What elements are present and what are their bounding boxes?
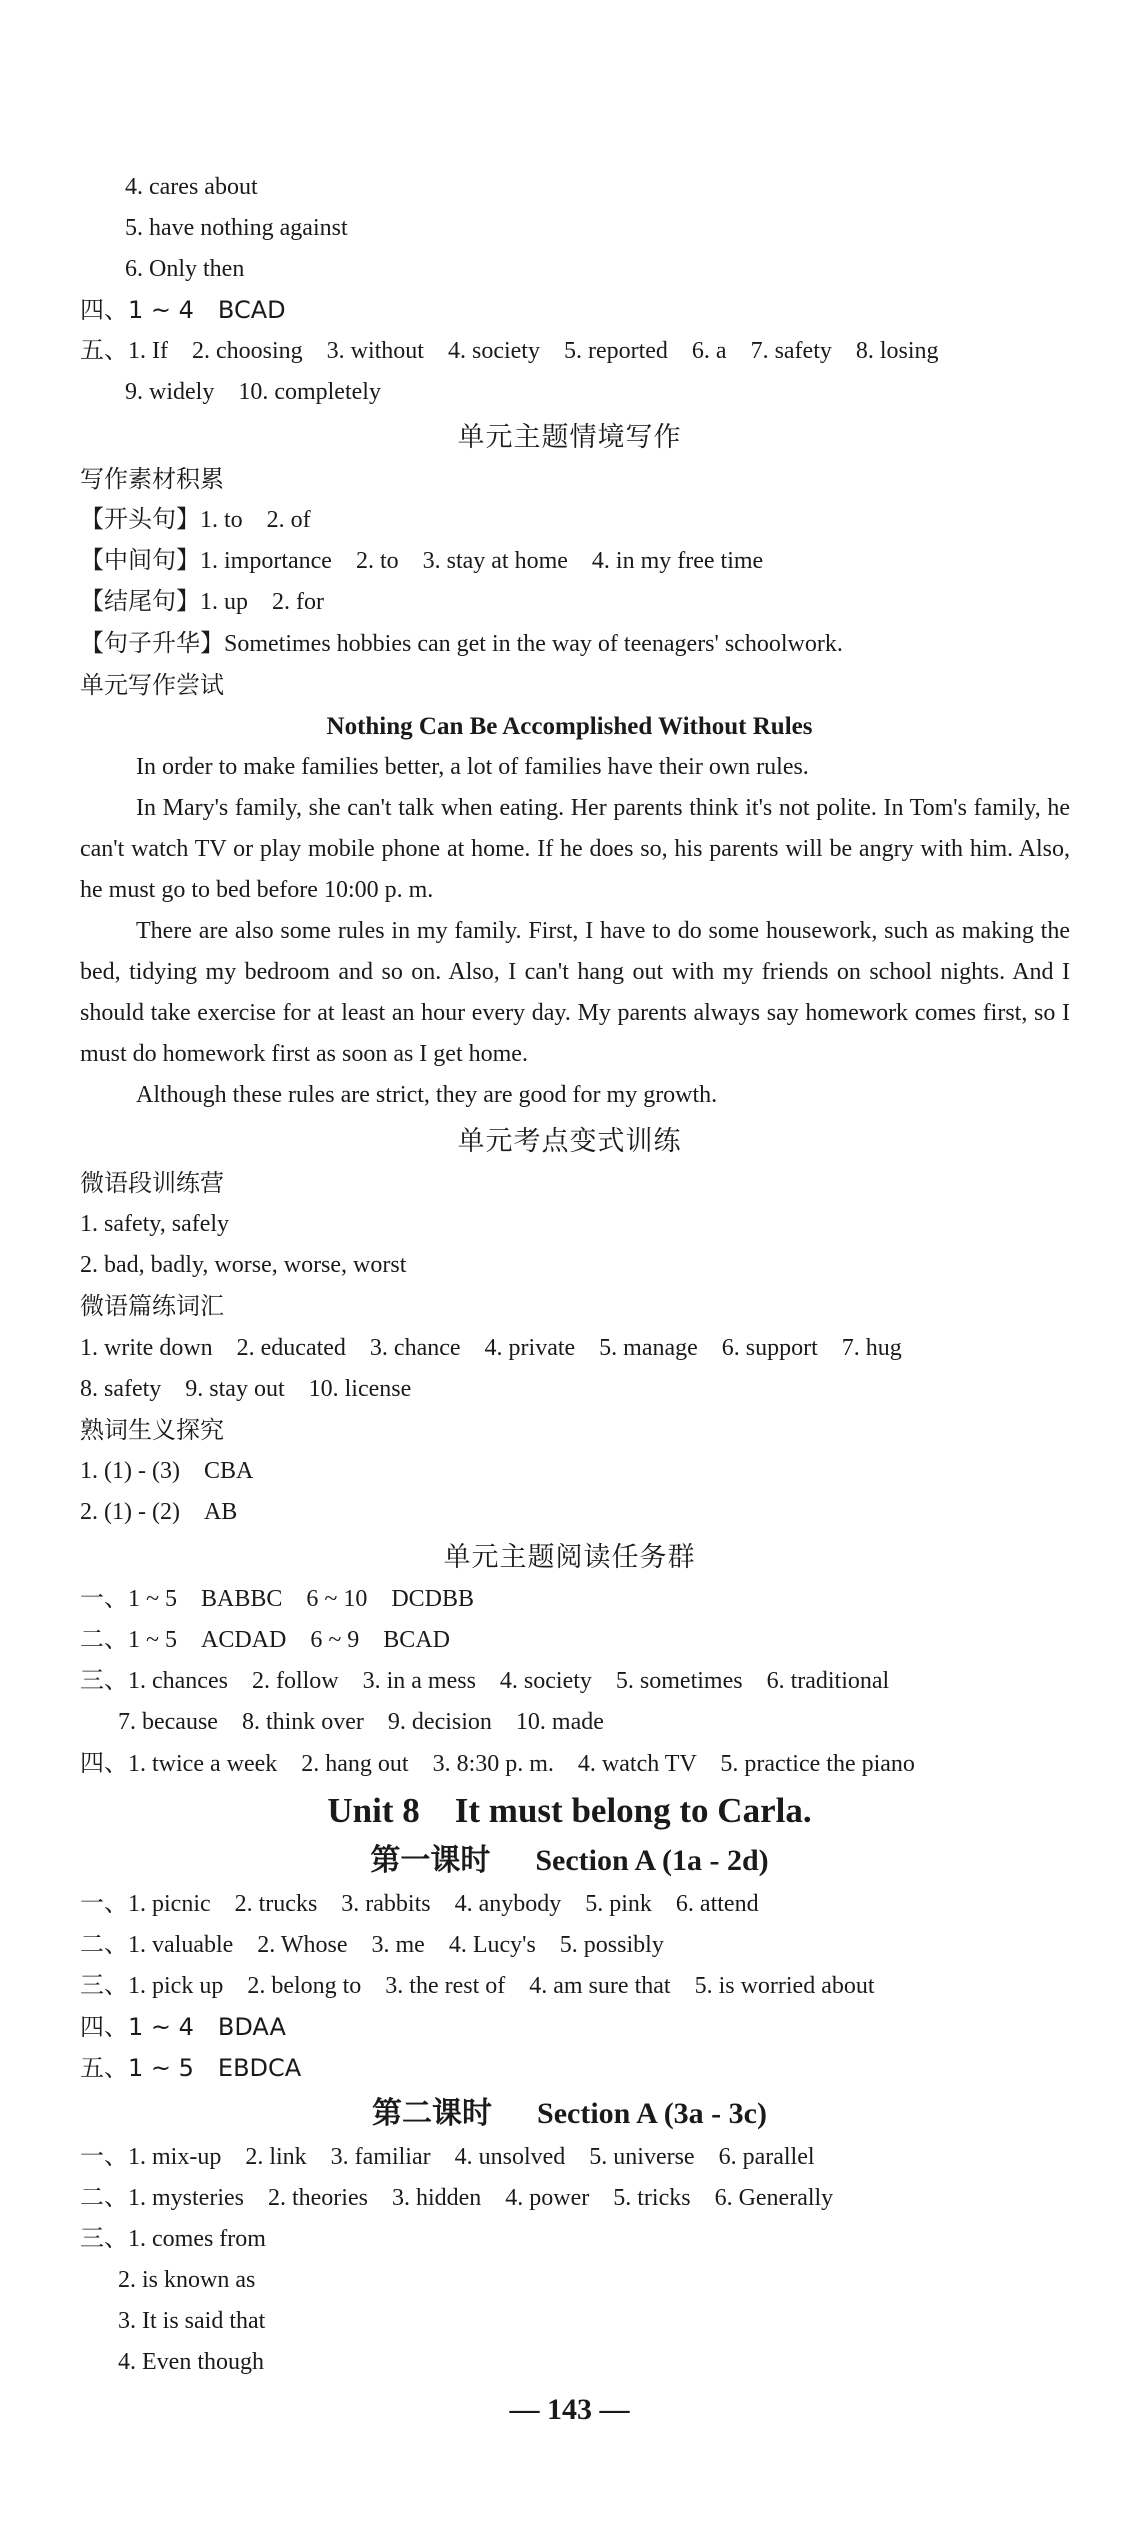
page-number: — 143 —: [509, 2393, 630, 2426]
answer-line: 一、1. mix-up 2. link 3. familiar 4. unsolved 5. universe 6. parallel: [80, 2144, 815, 2170]
lesson-heading: [0, 2093, 1139, 2135]
answer-line: 二、1. valuable 2. Whose 3. me 4. Lucy's 5. possibly: [80, 1932, 664, 1958]
lesson-label-en: Section A (1a - 2d): [535, 1844, 769, 1877]
essay-paragraph: In Mary's family, she can't talk when eating. Her parents think it's not polite. In Tom's family, he can't watch TV or play mobile phone at home. If he does so, his parents will be angry with him. Also, he must go to bed before 10:00 p. m.: [80, 795, 1070, 903]
answer-line: 【句子升华】Sometimes hobbies can get in the way of teenagers' schoolwork.: [80, 631, 843, 657]
answer-line: 三、1. chances 2. follow 3. in a mess 4. society 5. sometimes 6. traditional: [80, 1668, 890, 1694]
answer-line: 一、1. picnic 2. trucks 3. rabbits 4. anybody 5. pink 6. attend: [80, 1891, 759, 1917]
lesson-label-cn: 第二课时: [372, 2096, 493, 2131]
lesson-label-cn: 第一课时: [370, 1843, 491, 1878]
answer-line: 1. safety, safely: [80, 1211, 230, 1237]
answer-line: 2. (1) - (2) AB: [80, 1499, 238, 1525]
essay-title: Nothing Can Be Accomplished Without Rules: [326, 713, 813, 740]
subsection-label: 熟词生义探究: [80, 1416, 224, 1444]
answer-line: 四、1 ~ 4 BDAA: [80, 2013, 286, 2041]
answer-line: 【开头句】1. to 2. of: [80, 507, 311, 533]
answer-line: 4. cares about: [125, 174, 258, 200]
answer-line: 二、1. mysteries 2. theories 3. hidden 4. power 5. tricks 6. Generally: [80, 2185, 834, 2211]
answer-line: 【结尾句】1. up 2. for: [80, 589, 324, 615]
answer-line: 3. It is said that: [118, 2308, 266, 2334]
answer-line: 7. because 8. think over 9. decision 10. made: [118, 1709, 604, 1735]
answer-line: 一、1 ~ 5 BABBC 6 ~ 10 DCDBB: [80, 1586, 475, 1612]
answer-line: 4. Even though: [118, 2349, 264, 2375]
subsection-label: 单元写作尝试: [80, 671, 224, 699]
answer-line: 5. have nothing against: [125, 215, 348, 241]
essay-body: [80, 747, 1070, 1116]
answer-line: 四、1 ~ 4 BCAD: [80, 296, 286, 324]
answer-line: 四、1. twice a week 2. hang out 3. 8:30 p. m. 4. watch TV 5. practice the piano: [80, 1751, 915, 1777]
subsection-label: 微语篇练词汇: [80, 1292, 224, 1320]
lesson-label-en: Section A (3a - 3c): [537, 2097, 767, 2130]
answer-line: 三、1. comes from: [80, 2226, 266, 2252]
unit-title: Unit 8 It must belong to Carla.: [327, 1791, 812, 1830]
answer-line: 三、1. pick up 2. belong to 3. the rest of 4. am sure that 5. is worried about: [80, 1973, 875, 1999]
section-heading: 单元考点变式训练: [457, 1126, 682, 1157]
subsection-label: 微语段训练营: [80, 1169, 224, 1197]
essay-paragraph: Although these rules are strict, they are good for my growth.: [136, 1082, 718, 1108]
answer-line: 1. (1) - (3) CBA: [80, 1458, 254, 1484]
answer-line: 五、1 ~ 5 EBDCA: [80, 2054, 302, 2082]
answer-line: 五、1. If 2. choosing 3. without 4. society 5. reported 6. a 7. safety 8. losing: [80, 338, 939, 364]
answer-line: 6. Only then: [125, 256, 245, 282]
answer-line: 9. widely 10. completely: [125, 379, 381, 405]
answer-line: 8. safety 9. stay out 10. license: [80, 1376, 412, 1402]
subsection-label: 写作素材积累: [80, 465, 224, 493]
essay-paragraph: There are also some rules in my family. First, I have to do some housework, such as making the bed, tidying my bedroom and so on. Also, I can't hang out with my friends on school nights. And I should take exercise for at least an hour every day. My parents always say homework comes first, so I must do homework first as soon as I get home.: [80, 918, 1070, 1067]
section-heading: 单元主题阅读任务群: [443, 1542, 696, 1573]
essay-paragraph: In order to make families better, a lot of families have their own rules.: [136, 754, 809, 780]
answer-line: 1. write down 2. educated 3. chance 4. private 5. manage 6. support 7. hug: [80, 1335, 902, 1361]
section-heading: 单元主题情境写作: [457, 422, 682, 453]
lesson-heading: [0, 1840, 1139, 1882]
answer-line: 2. bad, badly, worse, worse, worst: [80, 1252, 407, 1278]
answer-line: 二、1 ~ 5 ACDAD 6 ~ 9 BCAD: [80, 1627, 450, 1653]
answer-line: 2. is known as: [118, 2267, 256, 2293]
answer-line: 【中间句】1. importance 2. to 3. stay at home 4. in my free time: [80, 548, 764, 574]
